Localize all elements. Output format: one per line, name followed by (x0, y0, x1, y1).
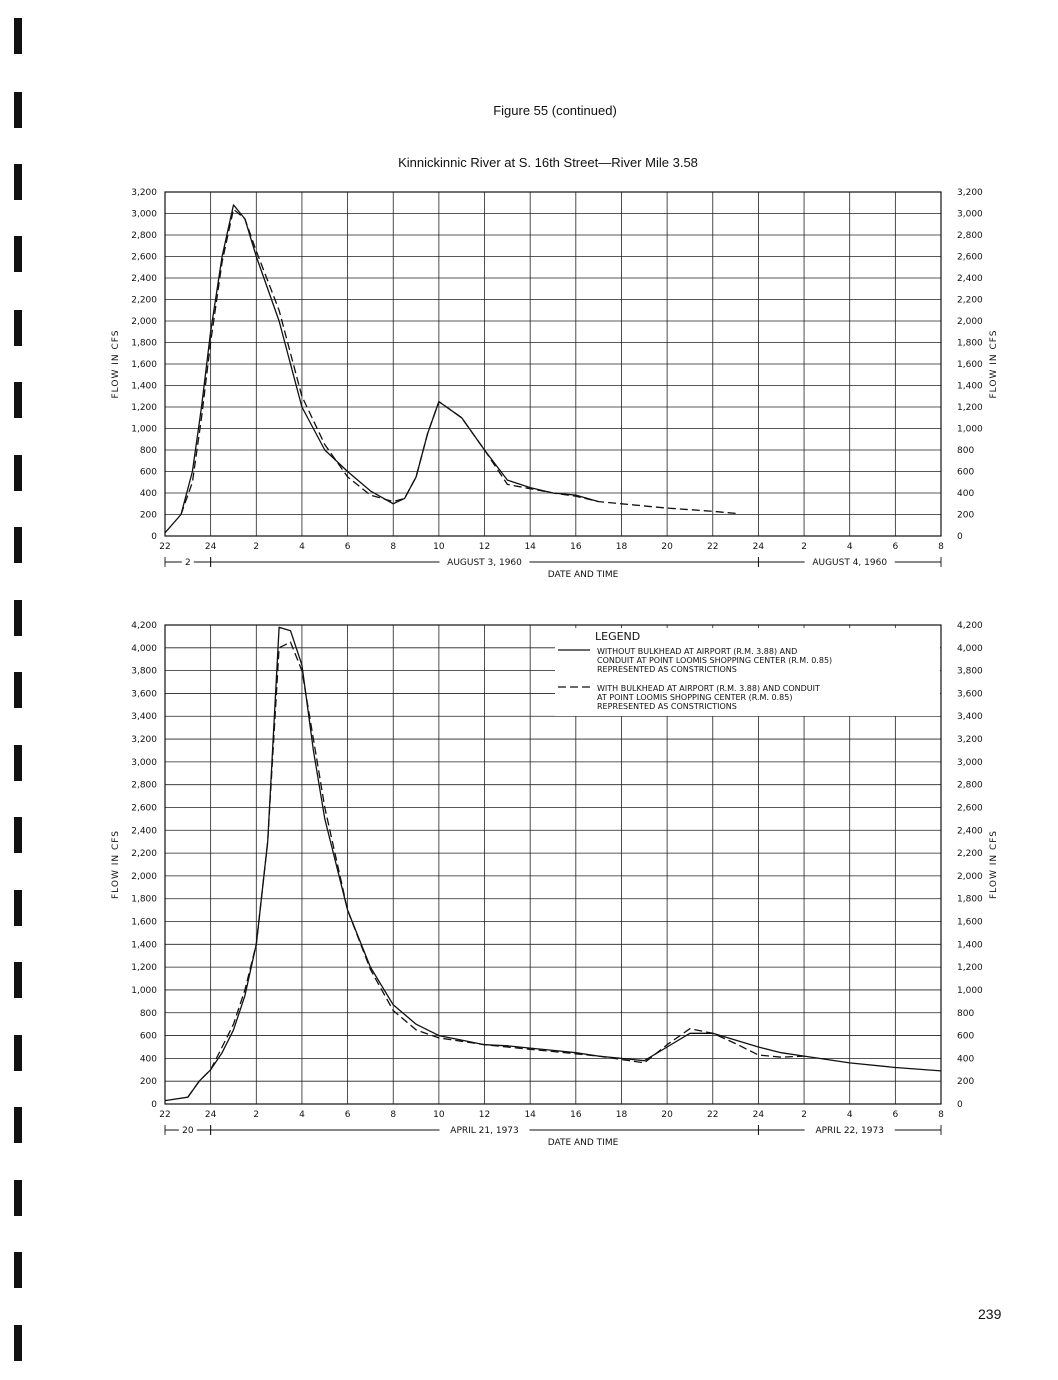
y-tick-label-left: 2,600 (131, 252, 157, 263)
y-tick-label-left: 2,200 (131, 295, 157, 306)
x-tick-label: 10 (433, 1110, 445, 1120)
x-tick-label: 14 (524, 1110, 536, 1120)
legend-text-solid: CONDUIT AT POINT LOOMIS SHOPPING CENTER (R.M. 0.85) (597, 656, 833, 665)
y-tick-label-right: 1,600 (957, 360, 983, 370)
y-tick-label-right: 1,200 (957, 963, 983, 974)
legend-text-dashed: AT POINT LOOMIS SHOPPING CENTER (R.M. 0.85) (597, 693, 793, 702)
x-tick-label: 18 (615, 542, 628, 552)
x-tick-label: 24 (204, 1110, 217, 1120)
y-tick-label-right: 200 (957, 510, 975, 521)
x-tick-label: 14 (524, 542, 536, 552)
x-tick-label: 12 (478, 542, 491, 552)
y-tick-label-right: 1,800 (957, 338, 983, 349)
series-line-dashed (181, 209, 736, 514)
date-span-label: 2 (184, 558, 191, 568)
date-span-label: APRIL 22, 1973 (815, 1126, 884, 1136)
y-tick-label-right: 4,000 (957, 643, 983, 654)
x-axis-title: DATE AND TIME (547, 1138, 619, 1148)
legend-title: LEGEND (595, 630, 641, 643)
y-tick-label-right: 3,600 (957, 689, 983, 700)
x-tick-label: 20 (661, 542, 673, 552)
y-tick-label-left: 1,400 (131, 940, 157, 951)
x-tick-label: 10 (433, 542, 445, 552)
x-tick-label: 22 (707, 1110, 719, 1120)
y-tick-label-right: 600 (957, 1031, 975, 1042)
x-tick-label: 6 (344, 1110, 351, 1120)
x-tick-label: 2 (801, 1110, 807, 1120)
y-tick-label-left: 1,600 (131, 917, 157, 928)
y-tick-label-left: 1,200 (131, 963, 157, 974)
page-number: 239 (978, 1306, 1002, 1322)
y-tick-label-right: 400 (957, 1054, 975, 1065)
y-tick-label-left: 400 (139, 1054, 157, 1065)
date-span-label: AUGUST 4, 1960 (812, 558, 888, 568)
y-tick-label-left: 3,000 (131, 209, 157, 220)
y-tick-label-left: 1,200 (131, 403, 157, 413)
y-tick-label-left: 2,400 (131, 274, 157, 284)
y-tick-label-left: 1,000 (131, 985, 157, 996)
y-axis-title-right: FLOW IN CFS (989, 830, 999, 899)
x-tick-label: 12 (478, 1110, 491, 1120)
x-axis-title: DATE AND TIME (547, 570, 619, 580)
x-tick-label: 22 (707, 542, 719, 552)
legend-text-dashed: REPRESENTED AS CONSTRICTIONS (597, 702, 737, 711)
x-tick-label: 6 (892, 542, 899, 552)
x-tick-label: 24 (204, 542, 217, 552)
y-tick-label-right: 2,800 (957, 780, 983, 791)
y-tick-label-left: 3,600 (131, 689, 157, 700)
y-tick-label-right: 2,200 (957, 295, 983, 306)
legend-text-dashed: WITH BULKHEAD AT AIRPORT (R.M. 3.88) AND CONDUIT (597, 684, 820, 693)
y-axis-title-right: FLOW IN CFS (989, 329, 999, 399)
y-tick-label-right: 1,600 (957, 917, 983, 928)
x-tick-label: 4 (846, 542, 853, 552)
chart-title: Kinnickinnic River at S. 16th Street—River Mile 3.58 (398, 155, 698, 170)
y-tick-label-left: 2,800 (131, 780, 157, 791)
y-tick-label-right: 2,800 (957, 231, 983, 241)
y-tick-label-right: 2,400 (957, 274, 983, 284)
y-tick-label-right: 1,400 (957, 940, 983, 951)
y-tick-label-right: 3,200 (957, 188, 983, 198)
y-tick-label-right: 400 (957, 489, 975, 499)
legend-text-solid: WITHOUT BULKHEAD AT AIRPORT (R.M. 3.88) AND (597, 647, 798, 656)
y-tick-label-left: 600 (139, 1031, 157, 1042)
figure-title: Figure 55 (continued) (493, 103, 617, 118)
x-tick-label: 6 (344, 542, 351, 552)
y-tick-label-right: 3,800 (957, 666, 983, 677)
legend-text-solid: REPRESENTED AS CONSTRICTIONS (597, 665, 737, 674)
y-tick-label-left: 4,000 (131, 643, 157, 654)
y-tick-label-left: 3,000 (131, 757, 157, 768)
y-tick-label-left: 0 (151, 1100, 157, 1110)
x-tick-label: 16 (570, 1110, 582, 1120)
y-tick-label-left: 400 (139, 489, 157, 499)
y-tick-label-right: 1,800 (957, 894, 983, 905)
y-tick-label-right: 0 (957, 532, 963, 542)
x-tick-label: 24 (752, 542, 765, 552)
y-tick-label-left: 3,200 (131, 188, 157, 198)
x-tick-label: 22 (159, 1110, 171, 1120)
y-tick-label-right: 2,600 (957, 252, 983, 263)
x-tick-label: 4 (299, 542, 305, 552)
y-tick-label-right: 3,000 (957, 757, 983, 768)
x-tick-label: 6 (892, 1110, 899, 1120)
x-tick-label: 20 (661, 1110, 673, 1120)
y-tick-label-right: 0 (957, 1100, 963, 1110)
date-span-label: 20 (182, 1126, 194, 1136)
x-tick-label: 18 (615, 1110, 628, 1120)
y-axis-title-left: FLOW IN CFS (111, 830, 121, 899)
y-tick-label-left: 2,200 (131, 849, 157, 860)
x-tick-label: 22 (159, 542, 171, 552)
y-tick-label-right: 2,000 (957, 317, 983, 327)
x-tick-label: 24 (752, 1110, 765, 1120)
y-tick-label-left: 1,800 (131, 894, 157, 905)
y-tick-label-left: 200 (139, 510, 157, 521)
x-tick-label: 8 (938, 542, 944, 552)
x-tick-label: 8 (938, 1110, 944, 1120)
y-tick-label-right: 3,200 (957, 735, 983, 746)
y-tick-label-left: 3,400 (131, 712, 157, 723)
y-tick-label-left: 1,600 (131, 360, 157, 370)
x-tick-label: 2 (253, 1110, 260, 1120)
y-tick-label-left: 200 (139, 1077, 157, 1088)
y-tick-label-left: 600 (139, 467, 157, 478)
x-tick-label: 8 (390, 542, 397, 552)
y-tick-label-right: 2,400 (957, 826, 983, 837)
y-tick-label-left: 4,200 (131, 621, 157, 631)
y-tick-label-left: 3,200 (131, 735, 157, 746)
x-tick-label: 4 (846, 1110, 853, 1120)
x-tick-label: 8 (390, 1110, 397, 1120)
y-tick-label-right: 600 (957, 467, 975, 478)
x-tick-label: 2 (253, 542, 260, 552)
date-span-label: APRIL 21, 1973 (450, 1126, 519, 1136)
y-axis-title-left: FLOW IN CFS (111, 329, 121, 399)
x-tick-label: 16 (570, 542, 582, 552)
y-tick-label-right: 800 (957, 446, 975, 456)
y-tick-label-right: 1,000 (957, 985, 983, 996)
y-tick-label-left: 800 (139, 1008, 157, 1019)
x-tick-label: 2 (801, 542, 807, 552)
y-tick-label-left: 2,000 (131, 871, 157, 882)
y-tick-label-right: 1,000 (957, 424, 983, 435)
y-tick-label-right: 800 (957, 1008, 975, 1019)
y-tick-label-left: 2,400 (131, 826, 157, 837)
y-tick-label-left: 1,400 (131, 381, 157, 392)
y-tick-label-right: 200 (957, 1077, 975, 1088)
y-tick-label-left: 1,800 (131, 338, 157, 349)
series-line-solid (165, 205, 599, 533)
y-tick-label-left: 1,000 (131, 424, 157, 435)
date-span-label: AUGUST 3, 1960 (447, 558, 522, 568)
y-tick-label-left: 3,800 (131, 666, 157, 677)
y-tick-label-left: 800 (139, 446, 157, 456)
y-tick-label-right: 3,400 (957, 712, 983, 723)
y-tick-label-right: 1,200 (957, 403, 983, 413)
y-tick-label-left: 2,600 (131, 803, 157, 814)
y-tick-label-left: 2,000 (131, 317, 157, 327)
y-tick-label-right: 4,200 (957, 621, 983, 631)
y-tick-label-right: 3,000 (957, 209, 983, 220)
y-tick-label-right: 2,600 (957, 803, 983, 814)
y-tick-label-right: 2,000 (957, 871, 983, 882)
x-tick-label: 4 (299, 1110, 305, 1120)
y-tick-label-right: 2,200 (957, 849, 983, 860)
y-tick-label-right: 1,400 (957, 381, 983, 392)
y-tick-label-left: 0 (151, 532, 157, 542)
y-tick-label-left: 2,800 (131, 231, 157, 241)
